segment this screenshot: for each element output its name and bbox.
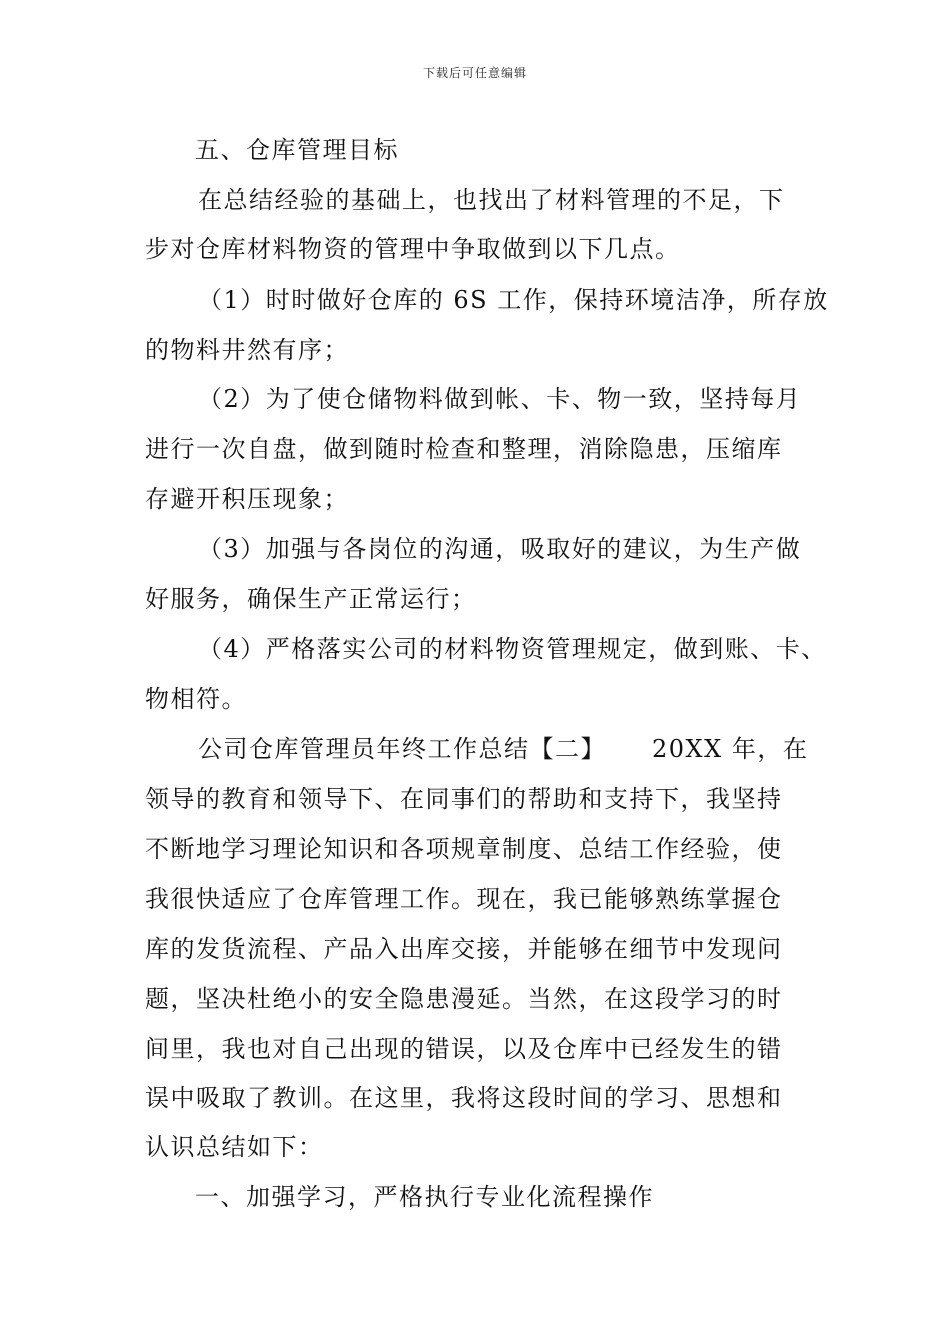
summary-two-line-9: 认识总结如下： (145, 1133, 324, 1161)
intro-paragraph-line-2: 步对仓库材料物资的管理中争取做到以下几点。 (145, 235, 681, 263)
download-note: 下载后可任意编辑 (422, 66, 527, 80)
section-heading-warehouse-goals: 五、仓库管理目标 (195, 136, 399, 164)
summary-two-line-7: 间里，我也对自己出现的错误，以及仓库中已经发生的错 (145, 1035, 783, 1063)
summary-two-line-6: 题，坚决杜绝小的安全隐患漫延。当然，在这段学习的时 (145, 985, 783, 1013)
list-item-2-line-3: 存避开积压现象； (145, 485, 349, 513)
summary-two-year-lead: 20XX 年，在 (652, 735, 809, 763)
list-item-4-line-2: 物相符。 (145, 685, 247, 713)
summary-two-first-line (198, 733, 808, 765)
list-item-1-line-2: 的物料井然有序； (145, 336, 349, 364)
list-item-4-line-1: （4）严格落实公司的材料物资管理规定，做到账、卡、 (198, 635, 827, 663)
summary-two-line-2: 领导的教育和领导下、在同事们的帮助和支持下，我坚持 (145, 785, 783, 813)
summary-two-line-8: 误中吸取了教训。在这里，我将这段时间的学习、思想和 (145, 1084, 783, 1112)
list-item-2-line-1: （2）为了使仓储物料做到帐、卡、物一致，坚持每月 (198, 385, 802, 413)
section-heading-strengthen-learning: 一、加强学习，严格执行专业化流程操作 (195, 1183, 654, 1211)
summary-two-title: 公司仓库管理员年终工作总结【二】 (198, 735, 606, 763)
intro-paragraph-line-1: 在总结经验的基础上，也找出了材料管理的不足，下 (198, 186, 785, 214)
list-item-3-line-1: （3）加强与各岗位的沟通，吸取好的建议，为生产做 (198, 535, 802, 563)
list-item-2-line-2: 进行一次自盘，做到随时检查和整理，消除隐患，压缩库 (145, 435, 783, 463)
summary-two-line-5: 库的发货流程、产品入出库交接，并能够在细节中发现问 (145, 935, 783, 963)
list-item-3-line-2: 好服务，确保生产正常运行； (145, 585, 477, 613)
summary-two-line-3: 不断地学习理论知识和各项规章制度、总结工作经验，使 (145, 835, 783, 863)
list-item-1-line-1: （1）时时做好仓库的 6S 工作，保持环境洁净，所存放 (198, 286, 829, 314)
summary-two-line-4: 我很快适应了仓库管理工作。现在，我已能够熟练掌握仓 (145, 885, 783, 913)
